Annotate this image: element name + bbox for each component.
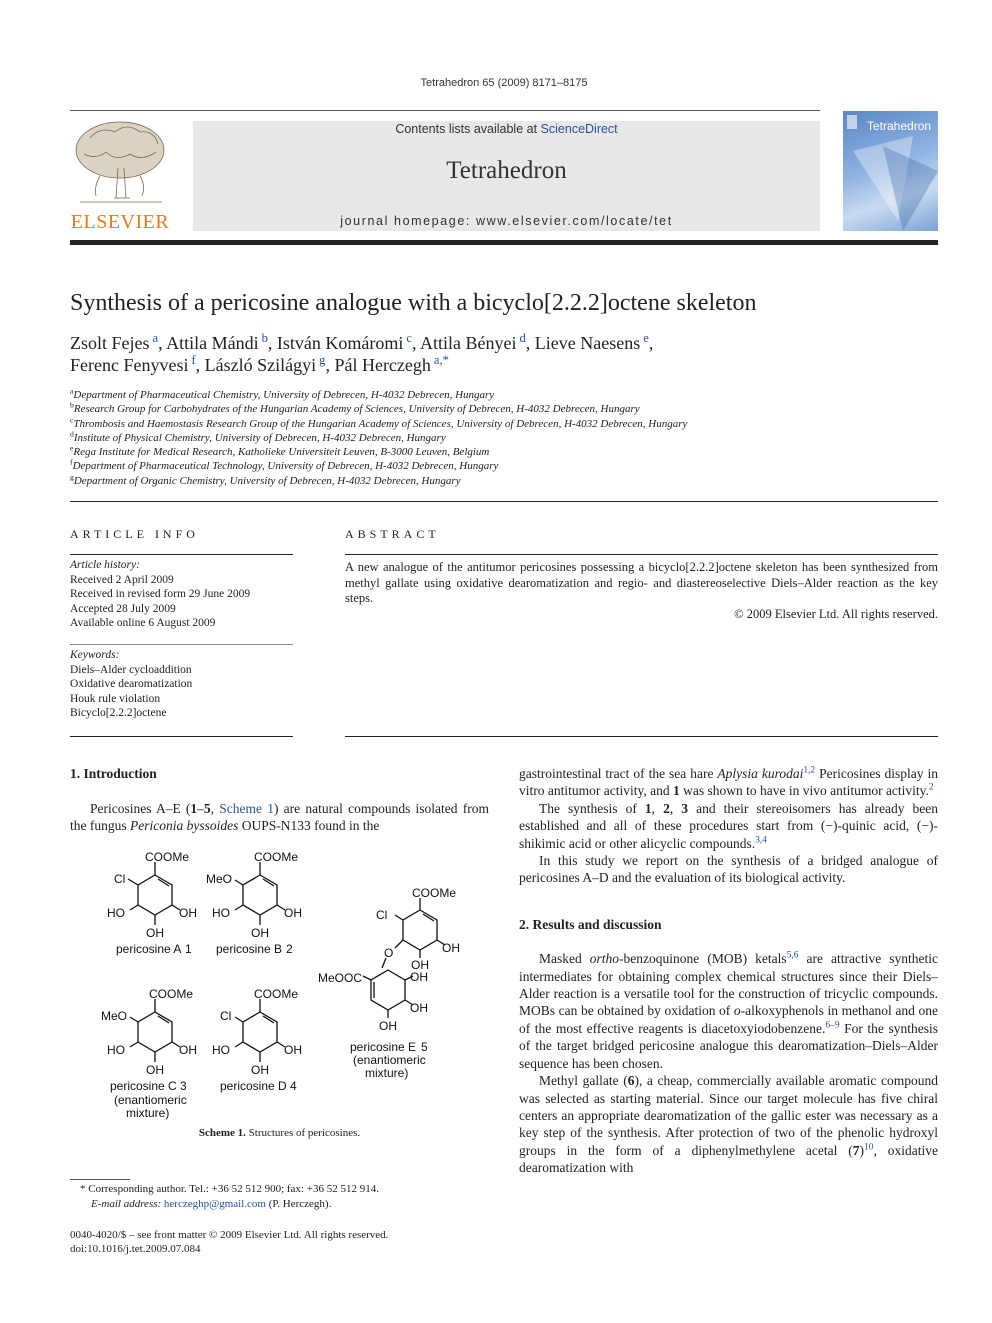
author[interactable]: Lieve Naesens xyxy=(534,333,641,353)
atom-label: OH xyxy=(284,906,302,920)
affiliations xyxy=(70,388,938,488)
author[interactable]: László Szilágyi xyxy=(204,355,317,375)
compound-label: pericosine A xyxy=(116,942,182,956)
compound-note: (enantiomeric xyxy=(353,1053,426,1067)
results-heading: 2. Results and discussion xyxy=(519,916,662,932)
publisher-name: ELSEVIER xyxy=(70,211,170,233)
atom-label: HO xyxy=(107,906,125,920)
compound-note: mixture) xyxy=(365,1066,409,1080)
journal-name: Tetrahedron xyxy=(446,157,567,184)
author-aff[interactable]: g xyxy=(319,353,326,367)
author-list xyxy=(70,332,938,376)
doi-line[interactable]: doi:10.1016/j.tet.2009.07.084 xyxy=(70,1243,201,1255)
author[interactable]: Pál Herczegh xyxy=(334,355,431,375)
atom-label: COOMe xyxy=(145,850,190,864)
author-aff[interactable]: c xyxy=(406,331,412,345)
paragraph-continued: gastrointestinal tract of the sea hare Aplysia kurodai$^{1,2}$ Pericosines display in vitro antitumor activity, and 1 was shown to have in vivo antitumor activity.$^2$ xyxy=(519,765,938,799)
atom-label: MeO xyxy=(206,872,233,886)
journal-homepage[interactable]: journal homepage: www.elsevier.com/locate/tet xyxy=(340,214,673,228)
journal-reference: Tetrahedron 65 (2009) 8171–8175 xyxy=(420,77,588,89)
structure-pericosine-e xyxy=(318,886,460,1033)
author[interactable]: Attila Bényei xyxy=(420,333,517,353)
citation[interactable]: 6–9 xyxy=(825,1020,840,1031)
compound-number: 2 xyxy=(286,942,293,956)
affiliation: $^g$Department of Organic Chemistry, University of Debrecen, H-4032 Debrecen, Hungary xyxy=(70,472,461,487)
article-info-bottom-rule xyxy=(70,736,293,737)
intro-paragraph: Pericosines A–E (1–5, Scheme 1) are natural compounds isolated from the fungus Periconia byssoides OUPS-N133 found in the xyxy=(70,801,489,834)
header-top-rule xyxy=(70,110,820,111)
compound-label: pericosine D xyxy=(220,1079,287,1093)
author-aff[interactable]: b xyxy=(261,331,268,345)
issn-line: 0040-4020/$ – see front matter © 2009 Elsevier Ltd. All rights reserved. xyxy=(70,1229,389,1241)
atom-label: OH xyxy=(251,926,269,940)
author-line-2: Ferenc Fenyvesi $^f$, László Szilágyi $^g$, Pál Herczegh $^{a,*}$ xyxy=(70,353,449,375)
atom-label: HO xyxy=(212,1043,230,1057)
article-info-rule xyxy=(70,554,293,555)
keyword: Diels–Alder cycloaddition xyxy=(70,663,192,676)
compound-label: pericosine E xyxy=(350,1040,417,1054)
keyword: Oxidative dearomatization xyxy=(70,678,193,690)
author[interactable]: Ferenc Fenyvesi xyxy=(70,355,189,375)
structure-pericosine-c xyxy=(101,987,197,1077)
structure-pericosine-a xyxy=(107,850,197,940)
atom-label: HO xyxy=(212,906,230,920)
author-aff[interactable]: d xyxy=(519,331,526,345)
atom-label: Cl xyxy=(114,872,126,886)
affiliation: $^f$Department of Pharmaceutical Technology, University of Debrecen, H-4032 Debrecen, Hungary xyxy=(70,457,499,473)
citation[interactable]: 10 xyxy=(864,1142,874,1153)
atom-label: MeO xyxy=(101,1009,128,1023)
atom-label: OH xyxy=(284,1043,302,1057)
atom-label: OH xyxy=(410,970,428,984)
email-link[interactable]: herczeghp@gmail.com xyxy=(163,1198,266,1210)
compound-number: 4 xyxy=(290,1079,297,1093)
paragraph-mob: Masked ortho-benzoquinone (MOB) ketals$^{5,6}$ are attractive synthetic intermediates for obtaining complex chemical structures since their Diels–Alder reaction is a versatile tool for the construction of tricyclic compounds. MOBs can be obtained by oxidation of o-alkoxyphenols in methanol and one of the most effective reagents is diacetoxyiodobenzene.$^{6-9}$ For the synthesis of the target bridged pericosine analogue this dearomatization–Diels–Alder sequence has been chosen. xyxy=(519,950,938,1071)
paragraph-study: In this study we report on the synthesis of a bridged analogue of pericosines A–D and the evaluation of its biological activity. xyxy=(519,853,938,886)
atom-label: O xyxy=(384,946,394,960)
author-aff[interactable]: a xyxy=(152,331,159,345)
citation[interactable]: 1,2 xyxy=(803,765,816,776)
corresponding-footnote: * Corresponding author. Tel.: +36 52 512 900; fax: +36 52 512 914. xyxy=(80,1183,379,1195)
contents-prefix: Contents lists available at xyxy=(395,122,538,136)
history-item: Received 2 April 2009 xyxy=(70,573,174,586)
atom-label: OH xyxy=(379,1019,397,1033)
affiliation: $^d$Institute of Physical Chemistry, University of Debrecen, H-4032 Debrecen, Hungary xyxy=(70,429,446,444)
article-history xyxy=(70,558,293,631)
citation[interactable]: 3,4 xyxy=(755,835,767,846)
author[interactable]: István Komáromi xyxy=(276,333,404,353)
author[interactable]: Zsolt Fejes xyxy=(70,333,150,353)
abstract-bottom-rule xyxy=(345,736,938,737)
right-column xyxy=(519,765,938,1177)
history-item: Received in revised form 29 June 2009 xyxy=(70,588,251,600)
atom-label: COOMe xyxy=(254,987,299,1001)
atom-label: Cl xyxy=(376,908,388,922)
paragraph-gallate: Methyl gallate (6), a cheap, commercially available aromatic compound was selected as starting material. Since our target molecule has five chiral centers an appropriate dearomatization of the gallic ester was necessary as a key step of the synthesis. After protection of two of the phenolic hydroxyl groups in the form of a diphenylmethylene acetal $(7)^{10}$, oxidative dearomatization with xyxy=(519,1073,938,1176)
history-label: Article history: xyxy=(70,559,140,571)
atom-label: COOMe xyxy=(149,987,194,1001)
atom-label: OH xyxy=(146,1063,164,1077)
article-info-heading: ARTICLE INFO xyxy=(70,527,199,541)
atom-label: Cl xyxy=(220,1009,232,1023)
paragraph-synthesis: The synthesis of 1, 2, 3 and their stereoisomers has already been established and all of these procedures start from (−)-quinic acid, (−)-shikimic acid or other alicyclic compounds.$^{3,4}$ xyxy=(519,800,939,851)
author[interactable]: Attila Mándi xyxy=(166,333,259,353)
scheme-1 xyxy=(70,850,489,1120)
affiliation: $^e$Rega Institute for Medical Research, Katholieke Universiteit Leuven, B-3000 Leuven, Belgium xyxy=(70,443,490,459)
history-rule xyxy=(70,644,293,645)
cover-title: Tetrahedron xyxy=(867,119,932,133)
keywords xyxy=(70,648,293,721)
atom-label: OH xyxy=(179,906,197,920)
atom-label: COOMe xyxy=(412,886,457,900)
scheme-caption: Scheme 1. Structures of pericosines. xyxy=(198,1127,361,1139)
journal-banner xyxy=(193,121,820,231)
compound-label: pericosine C xyxy=(110,1079,177,1093)
affiliation: $^a$Department of Pharmaceutical Chemistry, University of Debrecen, H-4032 Debrecen, Hungary xyxy=(70,386,495,401)
atom-label: HO xyxy=(107,1043,125,1057)
affiliations-rule xyxy=(70,501,938,502)
affiliation: $^b$Research Group for Carbohydrates of the Hungarian Academy of Sciences, University of Debrecen, H-4032 Debrecen, Hungary xyxy=(70,400,640,416)
compound-note: mixture) xyxy=(126,1106,170,1120)
abstract-text: A new analogue of the antitumor pericosines possessing a bicyclo[2.2.2]octene skeleton has been synthesized from methyl gallate using oxidative dearomatization and regio- and diastereoselective Diels–Alder reaction as the key steps. xyxy=(345,560,938,606)
author-aff[interactable]: f xyxy=(191,353,196,367)
structure-pericosine-b xyxy=(206,850,302,940)
citation[interactable]: 5,6 xyxy=(786,950,799,961)
abstract-rule xyxy=(345,554,938,555)
header-thick-rule xyxy=(70,240,938,245)
intro-heading: 1. Introduction xyxy=(70,766,157,781)
author-aff[interactable]: a,* xyxy=(433,353,449,367)
atom-label: MeOOC xyxy=(318,971,363,985)
atom-label: OH xyxy=(251,1063,269,1077)
citation[interactable]: 2 xyxy=(928,782,934,793)
compound-number: 5 xyxy=(421,1040,428,1054)
scheme-structures xyxy=(70,850,489,1120)
atom-label: OH xyxy=(442,941,460,955)
author-line-1: Zsolt Fejes $^a$, Attila Mándi $^b$, István Komáromi $^c$, Attila Bényei $^d$, Lieve Naesens $^e$, xyxy=(70,331,654,353)
sciencedirect-link[interactable]: ScienceDirect xyxy=(540,122,618,136)
footnote-rule xyxy=(70,1179,130,1180)
journal-cover xyxy=(843,111,938,231)
keyword: Bicyclo[2.2.2]octene xyxy=(70,707,167,719)
atom-label: OH xyxy=(146,926,164,940)
history-item: Available online 6 August 2009 xyxy=(70,617,216,629)
keyword: Houk rule violation xyxy=(70,692,161,705)
structure-pericosine-d xyxy=(212,987,302,1077)
atom-label: COOMe xyxy=(254,850,299,864)
history-item: Accepted 28 July 2009 xyxy=(70,602,176,615)
compound-number: 1 xyxy=(185,942,192,956)
email-footnote: E-mail address: herczeghp@gmail.com (P. Herczegh). xyxy=(91,1198,332,1210)
article-title: Synthesis of a pericosine analogue with a bicyclo[2.2.2]octene skeleton xyxy=(70,290,757,316)
elsevier-tree-icon xyxy=(70,118,170,213)
scheme-link[interactable]: Scheme 1 xyxy=(219,801,274,816)
affiliation: $^c$Thrombosis and Haemostasis Research Group of the Hungarian Academy of Sciences, University of Debrecen, H-4032 Debrecen, Hungary xyxy=(70,414,688,430)
compound-note: (enantiomeric xyxy=(114,1093,187,1107)
abstract-copyright: © 2009 Elsevier Ltd. All rights reserved. xyxy=(734,607,938,621)
elsevier-logo xyxy=(70,118,170,233)
atom-label: OH xyxy=(179,1043,197,1057)
contents-line xyxy=(193,122,820,136)
author-aff[interactable]: e xyxy=(643,331,649,345)
atom-label: OH xyxy=(411,958,429,972)
compound-number: 3 xyxy=(180,1079,187,1093)
keywords-label: Keywords: xyxy=(70,649,120,661)
compound-label: pericosine B xyxy=(216,942,283,956)
abstract-heading: ABSTRACT xyxy=(345,527,440,541)
atom-label: OH xyxy=(410,1001,428,1015)
